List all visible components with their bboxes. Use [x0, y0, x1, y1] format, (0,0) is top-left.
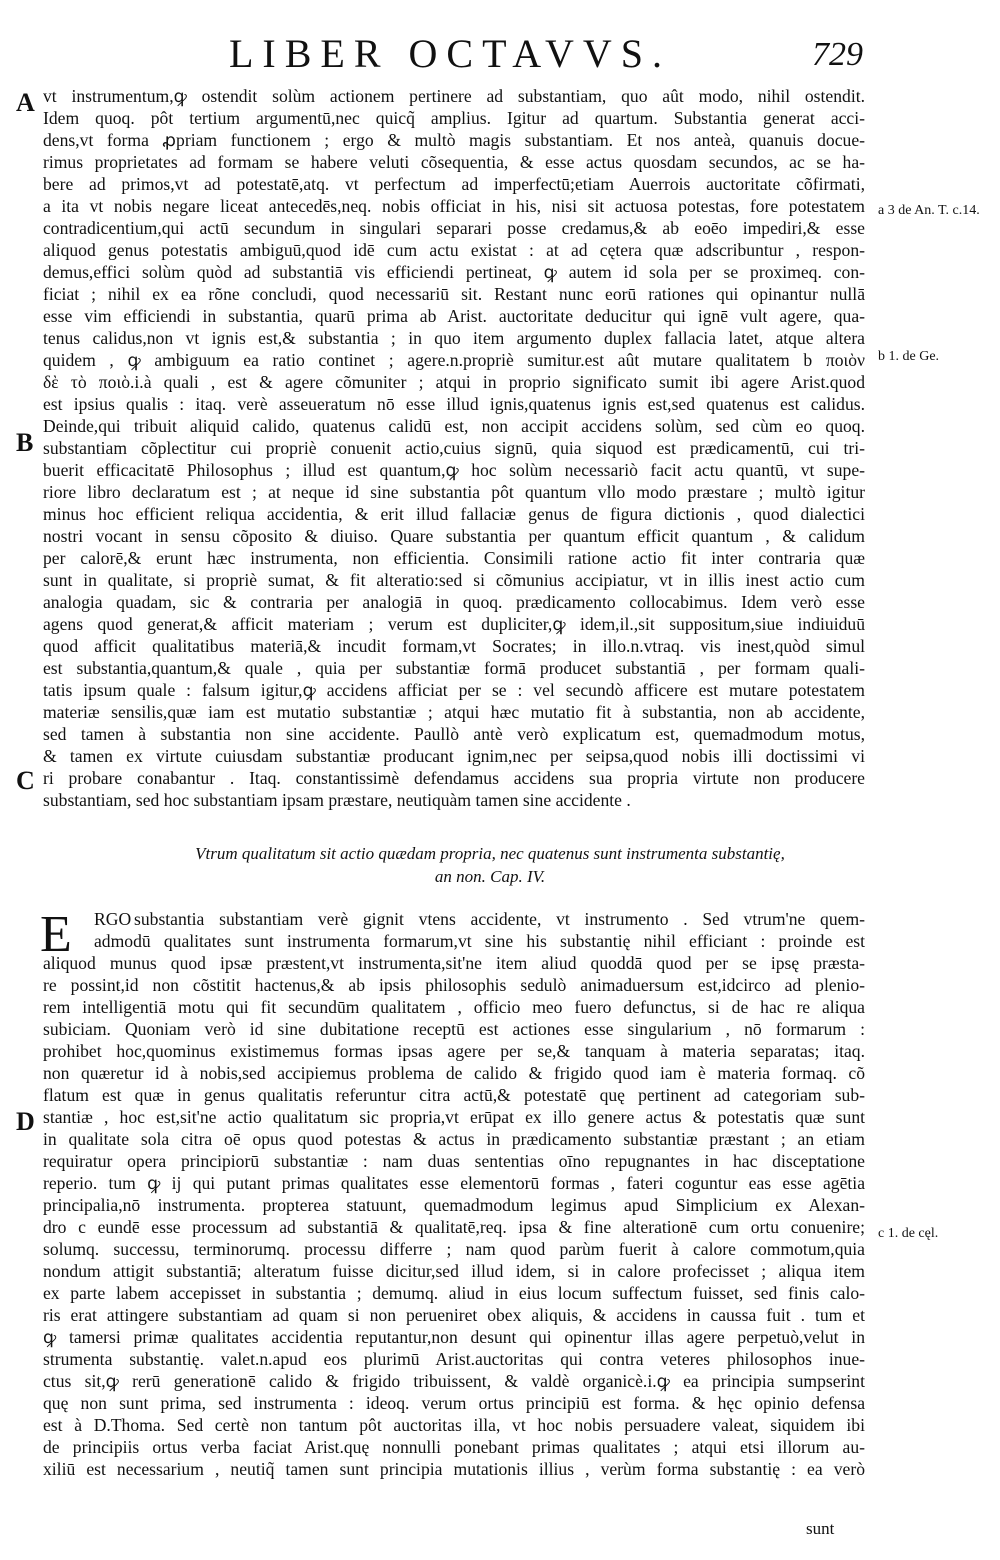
- text-line: nondum attigit substantiā; alteratum fuisse dicitur,sed illud idem, si in calore profecisset ; aliqua item: [43, 1261, 865, 1281]
- text-line: est substantia,quantum,& quale , quia per substantiæ formā producet substantiā , per formam quali-: [43, 658, 865, 678]
- text-line: ris erat attingere substantiam ad quam si non perueniret obex aliquis, & accidens in caussa fuit . tum et: [43, 1305, 865, 1325]
- text-line: flatum est quæ in genus qualitatis referuntur citra actū,& potestatē quę pertinent ad categoriam sub-: [43, 1085, 865, 1105]
- text-line: vt instrumentum,ꝙ ostendit solùm actionem pertinere ad substantiam, quo aût modo, nihil ostendit.: [43, 86, 865, 106]
- text-line: dens,vt forma ꝓpriam functionem ; ergo & multò magis substantiam. Et nos anteà, quanuis docue-: [43, 130, 865, 150]
- text-line: sunt in qualitate, si propriè sumat, & fit alteratio:sed si cõmunius accipiatur, vt in illis inest actio cum: [43, 570, 865, 590]
- text-line: non quæretur id à nobis,sed accipiemus problema de calido & frigido quod iam è materia formaq. cõ: [43, 1063, 865, 1083]
- text-line: de principiis ortus verba faciat Arist.quę nonnulli ponebant primas qualitates ; atqui etsi illorum au-: [43, 1437, 865, 1457]
- text-line: per calorē,& erunt hæc instrumenta, non efficientia. Consimili ratione actio fit inter contraria quæ: [43, 548, 865, 568]
- text-line: Deinde,qui tribuit aliquid calido, quatenus calidū est, non accipit accidens solùm, sed cùm eo quoq.: [43, 416, 865, 436]
- text-line: tenus calidus,non vt ignis est,& substantia ; in quo item argumento duplex fallacia latet, atque altera: [43, 328, 865, 348]
- text-line: rem intelligentiā motu qui fit secundūm qualitatem , officio meo fuero defunctus, si de hac re aliqua: [43, 997, 865, 1017]
- text-line: xiliū est necessarium , neutiq̃ tamen sunt principia mutationis illius , verùm forma substantię : ea verò: [43, 1459, 865, 1479]
- text-line: dro c eundē esse processum ad substantiā & qualitatē,req. ipsa & fine alterationē cum ortu conuenire;: [43, 1217, 865, 1237]
- text-line: materiæ sensilis,quæ iam est mutatio substantiæ ; atqui hæc mutatio fit à substantia, non ab accidente,: [43, 702, 865, 722]
- text-line: re possint,id non cõstitit hactenus,& ab ipsis philosophis sedulò animaduersum est,idcirco ad plenio-: [43, 975, 865, 995]
- text-line: principalia,nō instrumenta. propterea statuunt, quemadmodum legimus apud Simplicium ex Alexan-: [43, 1195, 865, 1215]
- text-line: minus hoc efficient reliqua accidentia, & erit illud fallaciæ genus de figura dictionis , quod dialectici: [43, 504, 865, 524]
- text-line: contradicentium,qui actū secundum in singulari separari posse credamus,& ab eoēo impediri,& esse: [43, 218, 865, 238]
- section-mark-c: C: [16, 766, 35, 795]
- first-words: RGO: [94, 909, 132, 929]
- running-title: LIBER OCTAVVS.: [228, 31, 672, 76]
- text-line: reperio. tum ꝙ ij qui putant primas qualitates esse elementorū formas , fateri coguntur eas esse agētia: [43, 1173, 865, 1193]
- chapter-heading-line-1: Vtrum qualitatum sit actio quædam propria, nec quatenus sunt instrumenta substantię,: [195, 844, 785, 863]
- text-line: Idem quoq. pôt tertium argumentū,nec quicq̃ amplius. Igitur ad quartum. Substantia generat acci-: [43, 108, 865, 128]
- text-line: tatis ipsum quale : falsum igitur,ꝙ accidens afficiat per se : vel secundò afficere est mutare potestatem: [43, 680, 865, 700]
- text-line: buerit efficacitatē Philosophus ; illud est quantum,ꝙ hoc solùm necessariò facit actu quantū, vt supe-: [43, 460, 865, 480]
- text-line: ficiat ; nihil ex ea rõne concludi, quod necessariū sit. Restant nunc eorū rationes qui opinantur nullā: [43, 284, 865, 304]
- text-line: in qualitate sola citra oē opus quod potestas & actus in prædicamento substantiæ præstant ; an etiam: [43, 1129, 865, 1149]
- text-line: est ipsius qualis : itaq. verè asseueratum nō esse illud ignis,quatenus ignis est,sed quatenus est calidus.: [43, 394, 865, 414]
- text-line: ꝙ tamersi primæ qualitates accidentia reputantur,non desunt qui opinentur illas agere perpetuò,velut in: [43, 1327, 865, 1347]
- text-line: prohibet hoc,quominus existimemus formas ipsas agere per se,& tanquam à materia separatas; itaq.: [43, 1041, 865, 1061]
- text-line: analogia quadam, sic & contraria per analogiā in quoq. prædicamento collocabimus. Idem verò esse: [43, 592, 865, 612]
- text-line: nostri vocant in sensu cõposito & diuiso. Quare substantia per quantum efficit quantum , & calidum: [43, 526, 865, 546]
- text-line: riore libro declaratum est ; at neque id sine substantia pôt quantum vllo modo præstare ; multò igitur: [43, 482, 865, 502]
- section-mark-a: A: [16, 88, 35, 117]
- catchword: sunt: [806, 1519, 835, 1538]
- text-line: aliquod munus quod ipsæ præstent,vt instrumenta,sit'ne item aliud quoddā quod per se ipsę præsta-: [43, 953, 865, 973]
- drop-cap: E: [40, 906, 72, 963]
- text-line: solumq. successu, terminorumq. processu differre ; nam quod parùm fuerit à calore commotum,quia: [43, 1239, 865, 1259]
- text-line: bere ad primos,vt ad potestatē,atq. vt perfectum ad imperfectū;etiam Auerrois auctoritate cõfirmati,: [43, 174, 865, 194]
- section-mark-d: D: [16, 1107, 35, 1136]
- text-line: aliquod genus potestatis ambiguū,quod idē cum actu existat : at ad cętera quæ adscribuntur , respon-: [43, 240, 865, 260]
- text-line: ctus sit,ꝙ rerū generationē calido & frigido tribuissent, & valdè organicè.i.ꝙ ea principia sumpserint: [43, 1371, 865, 1391]
- text-line: strumenta substantię. valet.n.apud eos plurimū Arist.auctoritas qui contra veteres philosophos inue-: [43, 1349, 865, 1369]
- text-line: substantiam, sed hoc substantiam ipsam præstare, neutiquàm tamen sine accidente .: [43, 790, 631, 810]
- text-line: quę non sunt prima, sed instrumenta : ideoq. verum ortus principiū est forma. & hęc opinio defensa: [43, 1393, 865, 1413]
- text-line: & tamen ex virtute cuiusdam substantiæ producant ignim,nec per seipsa,quod nobis illi doctissimi vi: [43, 746, 865, 766]
- margin-note-b: b 1. de Ge.: [878, 349, 940, 364]
- text-line: substantia substantiam verè gignit vtens accidente, vt instrumento . Sed vtrum'ne quem-: [134, 909, 865, 929]
- text-line: stantiæ , hoc est,sit'ne actio qualitatum sic propria,vt erūpat ex illo genere actus & potestatis quæ sunt: [43, 1107, 865, 1127]
- text-line: agens quod generat,& afficit materiam ; verum est dupliciter,ꝙ idem,il.,sit suppositum,siue indiuiduū: [43, 614, 865, 634]
- text-line: sed tamen à substantia non sine accidente. Paullò antè verò explicatum est, quemadmodum motus,: [43, 724, 865, 744]
- text-line: admodū qualitates sunt instrumenta formarum,vt sine his substantię nihil efficiant : proinde est: [94, 931, 865, 951]
- text-line: esse vim efficiendi in substantia, quarū prima ab Arist. auctoritate deducitur qui ignē vult agere, qua-: [43, 306, 865, 326]
- margin-note-c: c 1. de cęl.: [878, 1226, 939, 1241]
- text-line: substantiam cõplectitur cui propriè conuenit actio,cuius signū, quia siquod est prædicamentū, cui tri-: [43, 438, 865, 458]
- margin-note-a: a 3 de An. T. c.14.: [878, 203, 980, 218]
- text-line: rimus proprietates ad formam se habere veluti cõsequentia, & esse actus quosdam secundos, ac se ha-: [43, 152, 865, 172]
- text-line: δὲ τὸ ποιὸ.i.à quali , est & agere cõmuniter ; atqui in proprio significato sumit ibi agere Arist.quod: [43, 372, 865, 392]
- text-line: subiciam. Quoniam verò id sine dubitatione receptū est actiones esse singularium , nō formarum :: [43, 1019, 865, 1039]
- text-line: demus,effici solùm quòd ad substantiā vis efficiendi pertineat, ꝙ autem id sola per se proximeq. con-: [43, 262, 865, 282]
- text-line: ri probare conabantur . Itaq. constantissimè defendamus accidens sua propria virtute non producere: [43, 768, 865, 788]
- text-line: est à D.Thoma. Sed certè non tantum pôt auctoritas illa, vt hoc nobis persuadere valeat, siquidem ibi: [43, 1415, 865, 1435]
- text-line: ex parte labem accepisset in substantia ; demumq. aliud in eius locum suffectum fuisset, sed finis calo-: [43, 1283, 865, 1303]
- chapter-heading-line-2: an non. Cap. IV.: [434, 867, 546, 886]
- section-mark-b: B: [16, 428, 34, 457]
- text-line: quod afficit qualitatibus materiā,& incudit formam,vt Socrates; in illo.n.vtraq. vis inest,quòd simul: [43, 636, 865, 656]
- text-line: requiratur opera principiorū substantiæ : nam duas sententias oīno repugnantes in hac disceptatione: [43, 1151, 865, 1171]
- page-number: 729: [812, 36, 863, 73]
- text-line: quidem , ꝙ ambiguum ea ratio continet ; agere.n.propriè sumitur.est aût mutare qualitatem b ποιὸν: [43, 350, 865, 370]
- text-line: a ita vt nobis negare liceat antecedēs,neq. nobis officiat in his, nisi sit actuosa potestas, fore potestatem: [43, 196, 865, 216]
